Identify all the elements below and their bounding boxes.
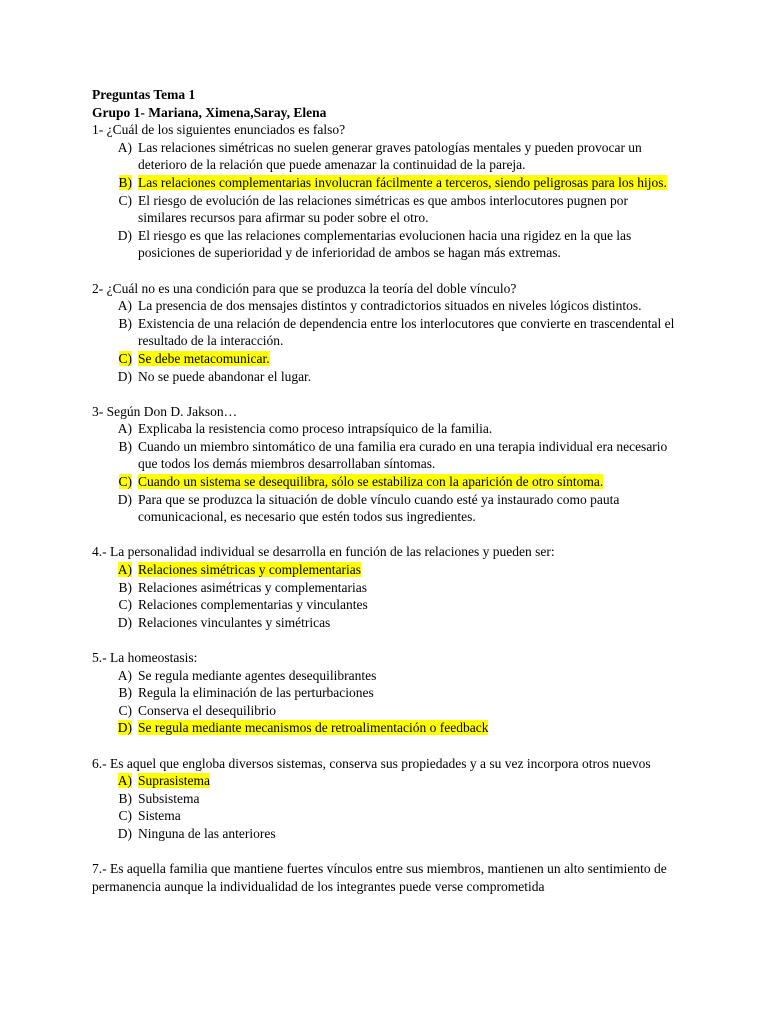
question-text: 1- ¿Cuál de los siguientes enunciados es falso?: [92, 122, 346, 138]
answer-option: [92, 438, 676, 473]
option-letter-text: B): [118, 790, 132, 806]
option-letter-text: D): [117, 720, 132, 736]
option-letter: [92, 350, 138, 368]
option-text-content: Ninguna de las anteriores: [138, 825, 276, 841]
option-list: [92, 561, 676, 631]
option-text-content: Se debe metacomunicar.: [138, 350, 270, 366]
answer-option: [92, 684, 676, 702]
option-text-content: Se regula mediante mecanismos de retroalimentación o feedback: [138, 720, 489, 736]
answer-option: [92, 491, 676, 526]
option-letter: [92, 719, 138, 737]
option-text-content: Las relaciones simétricas no suelen generar graves patologías mentales y pueden provocar un deterioro de la relación que puede amenazar la continuidad de la pareja.: [138, 139, 642, 173]
answer-option: [92, 825, 676, 843]
option-letter: [92, 438, 138, 473]
question-block: [92, 280, 676, 386]
question-spacer: [92, 385, 676, 403]
option-text-content: Explicaba la resistencia como proceso intrapsíquico de la familia.: [138, 421, 493, 437]
question-block: [92, 403, 676, 526]
answer-option: [92, 596, 676, 614]
option-text: [138, 438, 676, 473]
answer-option: [92, 772, 676, 790]
answer-option: [92, 614, 676, 632]
option-text-content: El riesgo es que las relaciones complementarias evolucionen hacia una rigidez en la que las posiciones de superioridad y de inferioridad de ambos se hagan más extremas.: [138, 227, 632, 261]
option-text-content: Cuando un sistema se desequilibra, sólo se estabiliza con la aparición de otro síntoma.: [138, 474, 604, 490]
correct-answer-text: [138, 719, 676, 737]
answer-option: [92, 350, 676, 368]
option-text: [138, 596, 676, 614]
answer-option: [92, 702, 676, 720]
question-spacer: [92, 631, 676, 649]
option-letter: [92, 473, 138, 491]
option-text: [138, 315, 676, 350]
option-text-content: Suprasistema: [138, 773, 210, 789]
option-text-content: No se puede abandonar el lugar.: [138, 368, 312, 384]
option-letter-text: D): [117, 491, 132, 507]
question-list: [92, 121, 676, 895]
question-spacer: [92, 737, 676, 755]
option-text: [138, 825, 676, 843]
answer-option: [92, 368, 676, 386]
option-letter: [92, 297, 138, 315]
option-letter-text: B): [118, 685, 132, 701]
option-letter: [92, 491, 138, 526]
option-letter-text: D): [117, 368, 132, 384]
option-letter-text: A): [117, 421, 132, 437]
answer-option: [92, 139, 676, 174]
option-letter: [92, 192, 138, 227]
question-text: 3- Según Don D. Jakson…: [92, 403, 238, 419]
option-letter-text: B): [118, 579, 132, 595]
answer-option: [92, 315, 676, 350]
option-text-content: Subsistema: [138, 790, 200, 806]
option-letter-text: D): [117, 227, 132, 243]
option-letter: [92, 368, 138, 386]
question-block: [92, 755, 676, 843]
option-text-content: Las relaciones complementarias involucran fácilmente a terceros, siendo peligrosas para los hijos.: [138, 174, 667, 190]
option-text: [138, 667, 676, 685]
question-block: [92, 543, 676, 631]
option-text: [138, 139, 676, 174]
option-text: [138, 684, 676, 702]
option-letter: [92, 315, 138, 350]
option-text-content: La presencia de dos mensajes distintos y contradictorios situados en niveles lógicos distintos.: [138, 298, 642, 314]
question-text: 6.- Es aquel que engloba diversos sistemas, conserva sus propiedades y a su vez incorpora otros nuevos: [92, 755, 651, 771]
correct-answer-text: [138, 350, 676, 368]
option-letter-text: C): [118, 474, 132, 490]
option-letter: [92, 579, 138, 597]
answer-option: [92, 807, 676, 825]
question-text: 5.- La homeostasis:: [92, 650, 198, 665]
option-text-content: Conserva el desequilibrio: [138, 702, 276, 718]
answer-option: [92, 579, 676, 597]
answer-option: [92, 790, 676, 808]
option-letter-text: C): [118, 597, 132, 613]
answer-option: [92, 192, 676, 227]
option-letter-text: B): [118, 315, 132, 331]
question-spacer: [92, 526, 676, 544]
option-list: [92, 772, 676, 842]
option-letter: [92, 174, 138, 192]
option-text-content: Cuando un miembro sintomático de una familia era curado en una terapia individual era necesario que todos los demás miembros desarrollaban síntomas.: [138, 438, 668, 472]
correct-answer-text: [138, 772, 676, 790]
option-text: [138, 579, 676, 597]
option-letter: [92, 807, 138, 825]
group-line: Grupo 1- Mariana, Ximena,Saray, Elena: [92, 104, 327, 120]
answer-option: [92, 297, 676, 315]
option-letter-text: A): [117, 139, 132, 155]
option-letter: [92, 667, 138, 685]
option-letter: [92, 420, 138, 438]
option-text-content: Para que se produzca la situación de doble vínculo cuando esté ya instaurado como pauta comunicacional, es necesario que estén todos sus ingredientes.: [138, 491, 620, 525]
option-letter: [92, 614, 138, 632]
option-letter: [92, 790, 138, 808]
answer-option: [92, 667, 676, 685]
correct-answer-text: [138, 561, 676, 579]
option-text: [138, 420, 676, 438]
option-letter-text: D): [117, 825, 132, 841]
option-letter: [92, 825, 138, 843]
option-list: [92, 297, 676, 385]
question-text: 2- ¿Cuál no es una condición para que se produzca la teoría del doble vínculo?: [92, 280, 517, 296]
option-letter: [92, 227, 138, 262]
question-block: [92, 649, 676, 737]
option-letter-text: B): [118, 174, 132, 190]
option-letter-text: B): [118, 438, 132, 454]
option-letter-text: A): [117, 667, 132, 683]
question-block: [92, 121, 676, 262]
option-text-content: Relaciones vinculantes y simétricas: [138, 614, 331, 630]
answer-option: [92, 719, 676, 737]
question-text: 4.- La personalidad individual se desarrolla en función de las relaciones y pueden ser:: [92, 544, 555, 560]
option-letter: [92, 684, 138, 702]
question-text: 7.- Es aquella familia que mantiene fuertes vínculos entre sus miembros, mantienen un alto sentimiento de permanencia aunque la individualidad de los integrantes puede verse comprometida: [92, 861, 667, 894]
answer-option: [92, 420, 676, 438]
question-spacer: [92, 843, 676, 861]
option-letter: [92, 772, 138, 790]
correct-answer-text: [138, 473, 676, 491]
document-title: Preguntas Tema 1: [92, 87, 196, 102]
option-text: [138, 614, 676, 632]
option-text-content: Regula la eliminación de las perturbaciones: [138, 685, 374, 701]
option-letter-text: C): [118, 350, 132, 366]
option-letter-text: D): [117, 614, 132, 630]
option-text: [138, 192, 676, 227]
option-letter-text: C): [118, 702, 132, 718]
option-text: [138, 790, 676, 808]
question-spacer: [92, 262, 676, 280]
answer-option: [92, 561, 676, 579]
option-letter: [92, 139, 138, 174]
option-text: [138, 702, 676, 720]
option-text: [138, 297, 676, 315]
option-text-content: Existencia de una relación de dependencia entre los interlocutores que convierte en trascendental el resultado de la interacción.: [138, 315, 675, 349]
question-block: [92, 860, 676, 895]
option-letter: [92, 596, 138, 614]
option-text-content: Relaciones simétricas y complementarias: [138, 562, 362, 578]
option-letter-text: A): [117, 773, 132, 789]
option-list: [92, 667, 676, 737]
option-text: [138, 368, 676, 386]
option-text-content: El riesgo de evolución de las relaciones simétricas es que ambos interlocutores pugnen por similares recursos para afirmar su poder sobre el otro.: [138, 192, 628, 226]
correct-answer-text: [138, 174, 676, 192]
option-list: [92, 139, 676, 262]
option-text: [138, 227, 676, 262]
option-text-content: Sistema: [138, 808, 181, 824]
option-letter-text: C): [118, 192, 132, 208]
option-text: [138, 807, 676, 825]
option-text-content: Relaciones asimétricas y complementarias: [138, 579, 368, 595]
option-letter-text: A): [117, 298, 132, 314]
answer-option: [92, 174, 676, 192]
option-text-content: Relaciones complementarias y vinculantes: [138, 597, 368, 613]
option-letter: [92, 561, 138, 579]
option-list: [92, 420, 676, 526]
option-letter: [92, 702, 138, 720]
option-text: [138, 491, 676, 526]
option-letter-text: C): [118, 808, 132, 824]
option-letter-text: A): [117, 562, 132, 578]
answer-option: [92, 473, 676, 491]
option-text-content: Se regula mediante agentes desequilibrantes: [138, 667, 377, 683]
answer-option: [92, 227, 676, 262]
